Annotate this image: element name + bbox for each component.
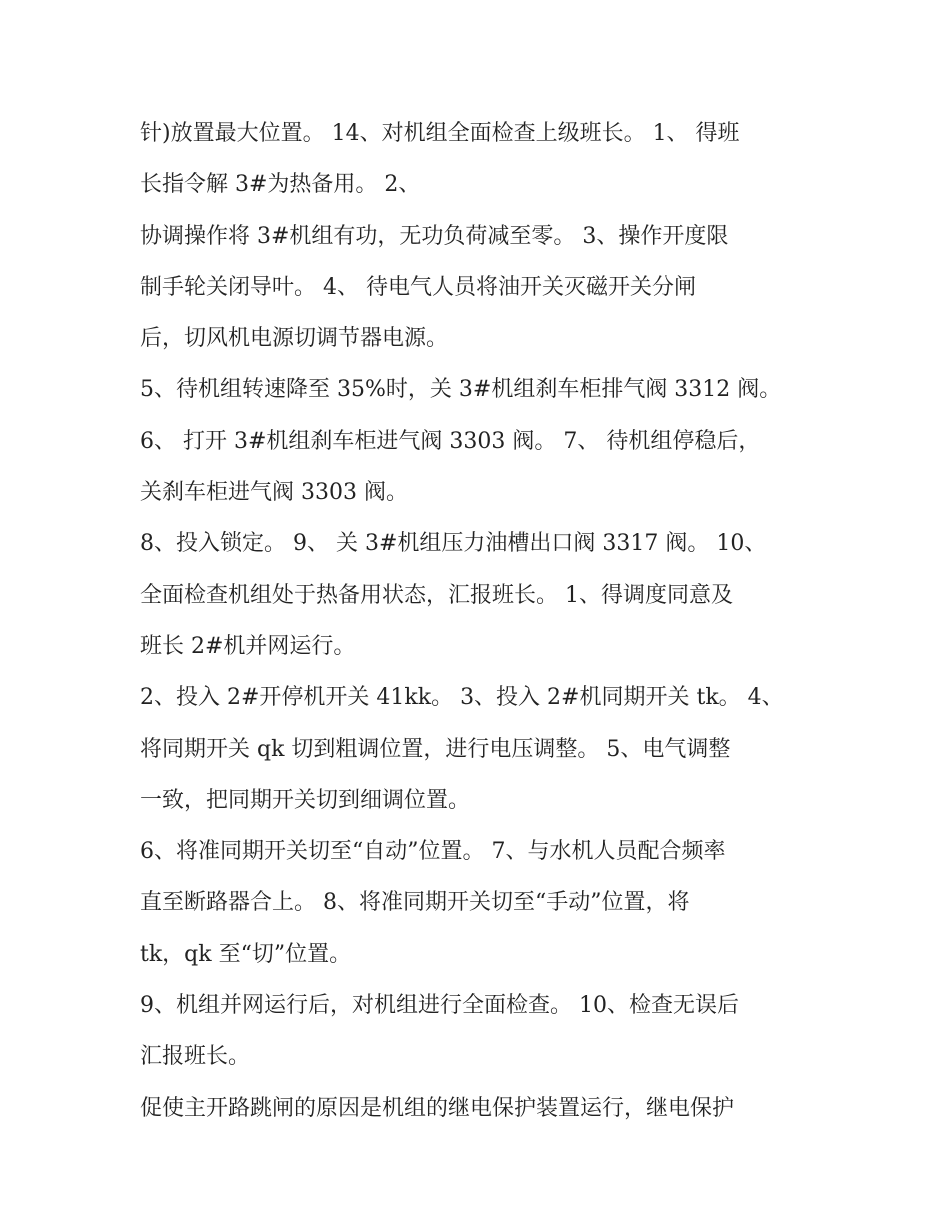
text-line: 长指令解 3#为热备用。 2、: [140, 172, 421, 198]
text-line: 2、投入 2#开停机开关 41kk。 3、投入 2#机同期开关 tk。 4、: [140, 685, 784, 711]
text-line: 汇报班长。: [140, 1044, 251, 1070]
text-line: 6、 打开 3#机组刹车柜进气阀 3303 阀。 7、 待机组停稳后，: [140, 428, 761, 454]
text-line: 6、将准同期开关切至“自动”位置。 7、与水机人员配合频率: [140, 839, 726, 865]
text-line: 9、机组并网运行后，对机组进行全面检查。 10、检查无误后: [140, 993, 739, 1019]
text-line: 后，切风机电源切调节器电源。: [140, 326, 449, 352]
text-line: tk，qk 至“切”位置。: [140, 941, 352, 967]
text-line: 班长 2#机并网运行。: [140, 633, 356, 659]
text-line: 针)放置最大位置。 14、对机组全面检查上级班长。 1、 得班: [140, 121, 740, 146]
text-line: 促使主开路跳闸的原因是机组的继电保护装置运行，继电保护: [140, 1095, 735, 1121]
text-line: 全面检查机组处于热备用状态，汇报班长。 1、得调度同意及: [140, 582, 733, 608]
text-line: 直至断路器合上。 8、将准同期开关切至“手动”位置，将: [140, 890, 690, 916]
text-line: 协调操作将 3#机组有功，无功负荷减至零。 3、操作开度限: [140, 223, 729, 249]
text-line: 5、待机组转速降至 35%时，关 3#机组刹车柜排气阀 3312 阀。: [140, 377, 782, 403]
body-text: [140, 108, 830, 1134]
text-line: 制手轮关闭导叶。 4、 待电气人员将油开关灭磁开关分闸: [140, 274, 696, 300]
text-line: 将同期开关 qk 切到粗调位置，进行电压调整。 5、电气调整: [140, 736, 731, 762]
text-line: 关刹车柜进气阀 3303 阀。: [140, 480, 408, 506]
text-line: 8、投入锁定。 9、 关 3#机组压力油槽出口阀 3317 阀。 10、: [140, 531, 767, 557]
text-line: 一致，把同期开关切到细调位置。: [140, 787, 471, 813]
